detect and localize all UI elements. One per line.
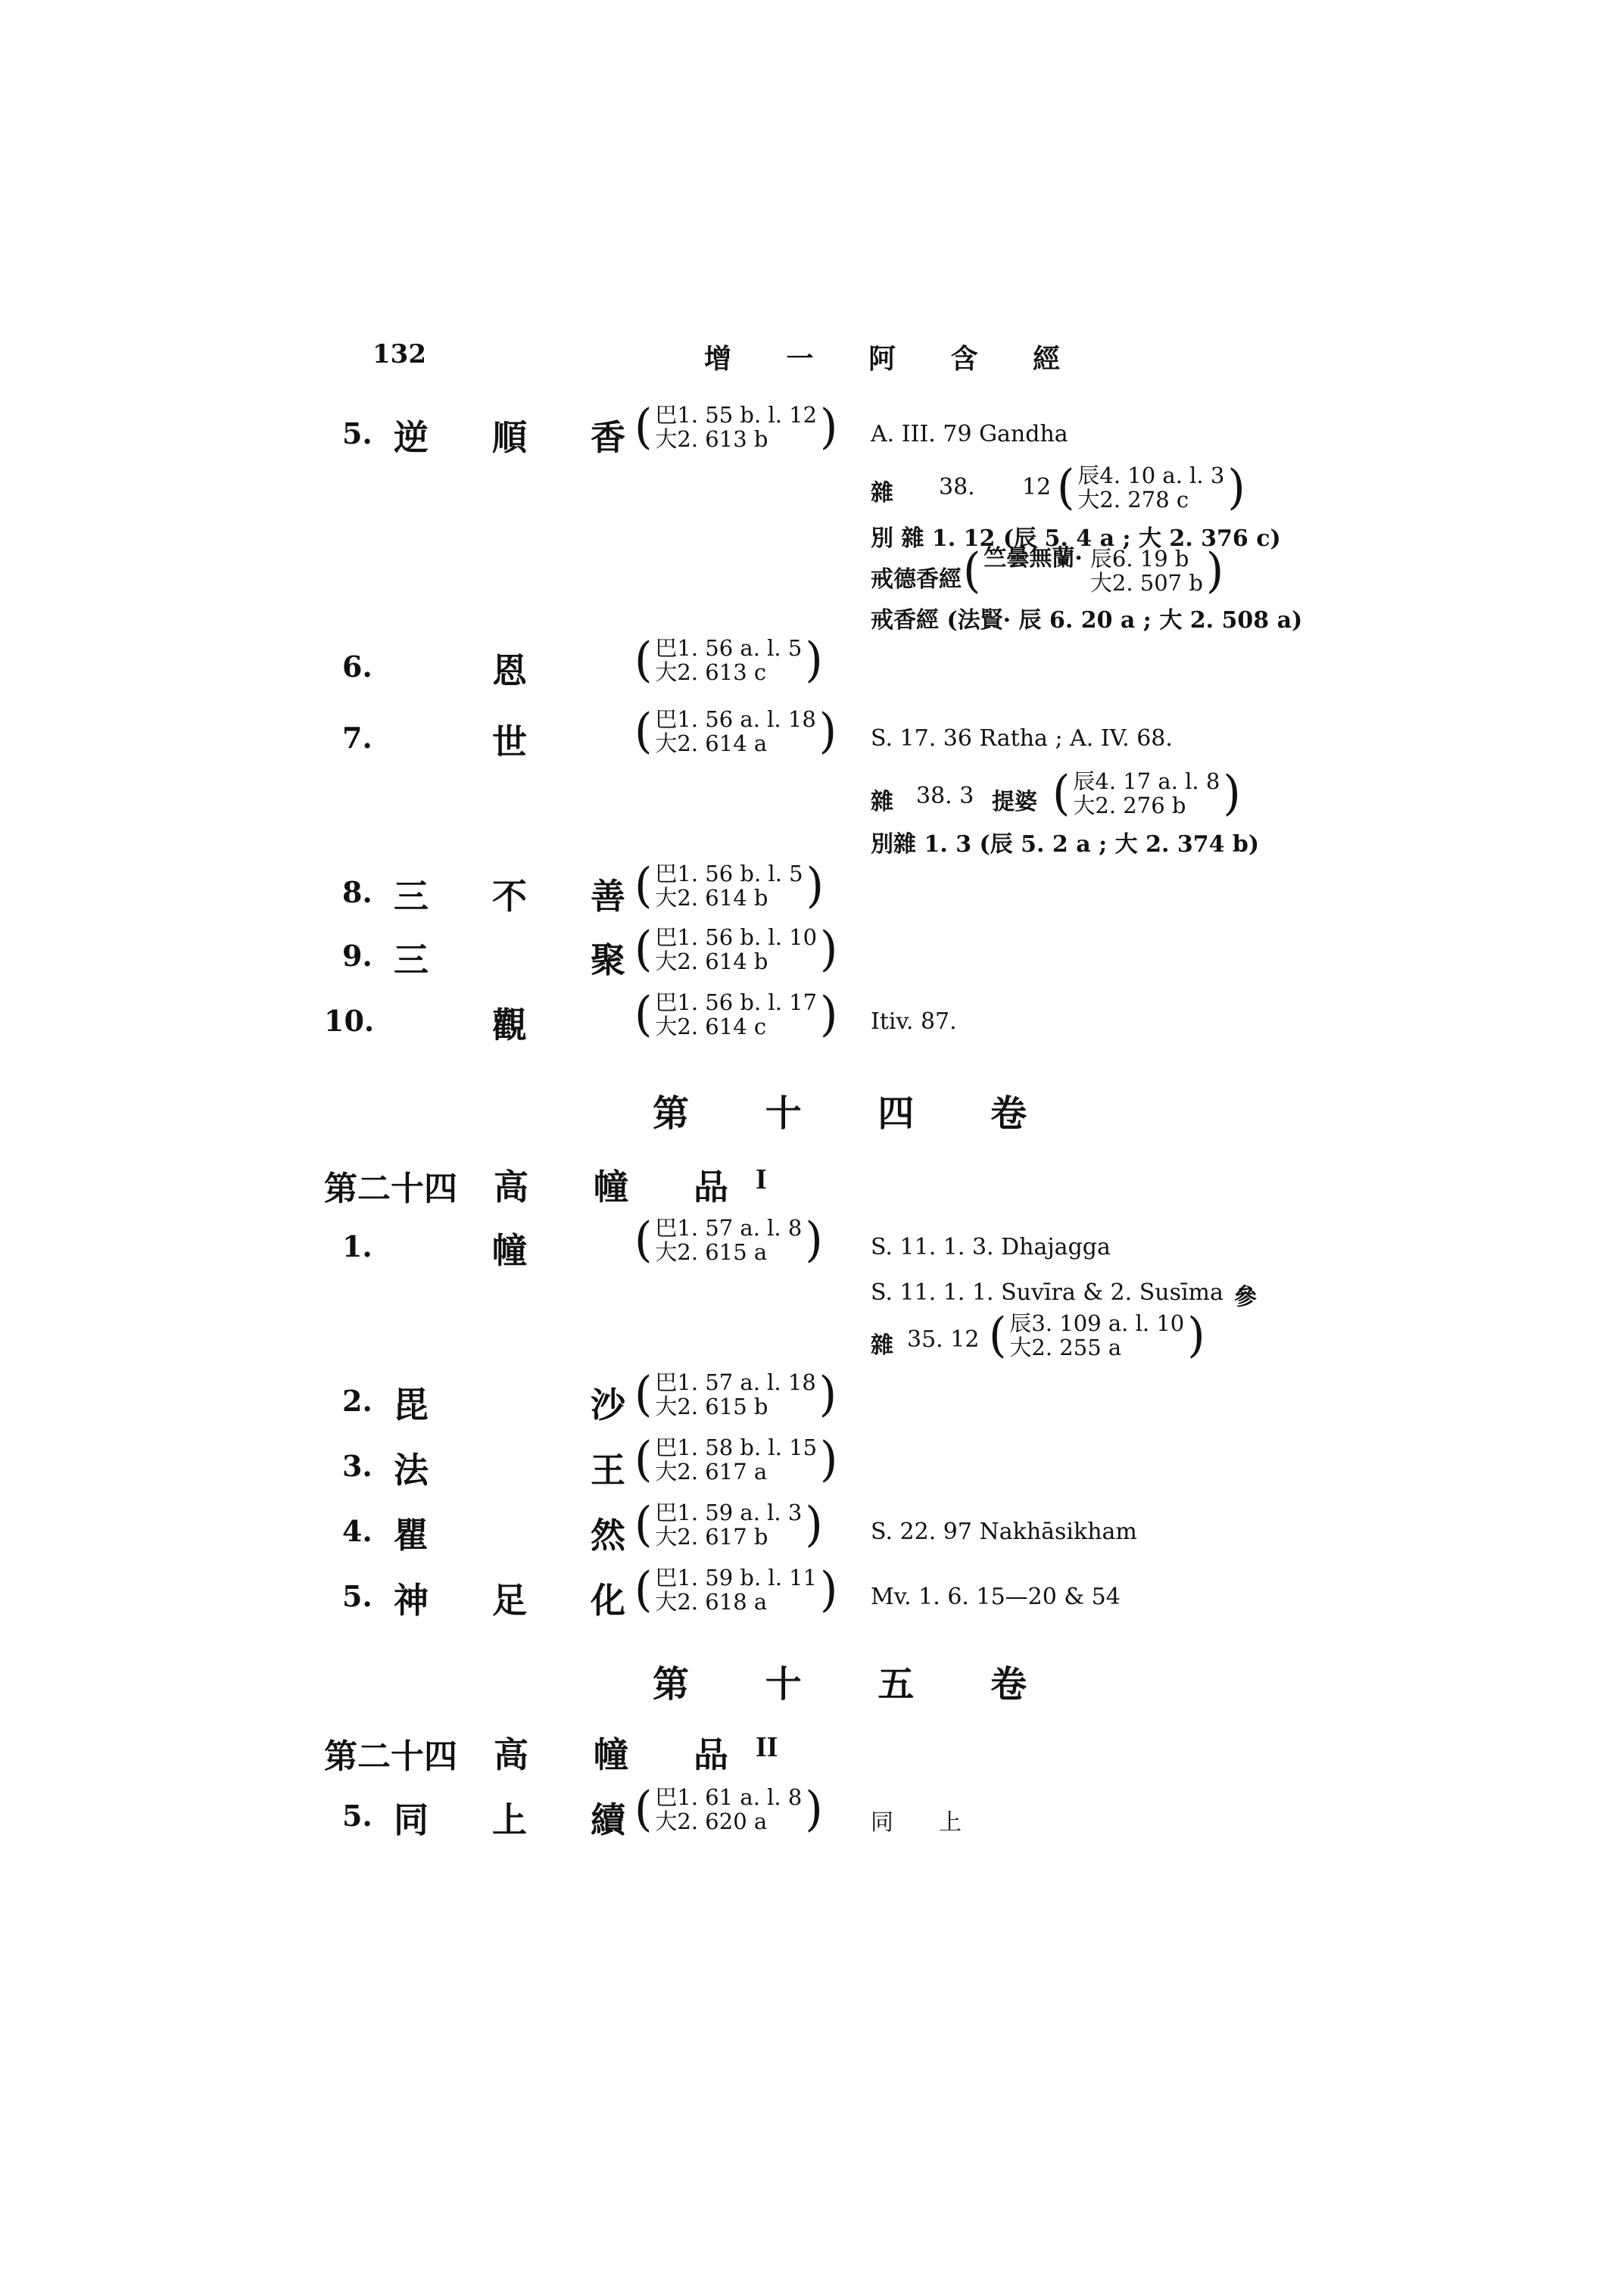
parallel-label: 戒德香經	[871, 566, 962, 593]
ref-line-1: 巴1. 56 b. l. 10	[655, 924, 818, 950]
entry-number: 8.	[342, 875, 372, 909]
entry-number: 5.	[342, 1799, 372, 1833]
ref-line-2: 大2. 614 a	[655, 731, 768, 756]
parallel-subnumber: 12	[1022, 474, 1052, 500]
ref-line-1: 辰4. 10 a. l. 3	[1077, 463, 1225, 488]
chapter-char: 品	[694, 1734, 728, 1775]
canon-reference: ( 巴1. 56 a. l. 18 大2. 614 a )	[634, 703, 837, 759]
entry-char: 善	[591, 876, 625, 917]
entry-char: 毘	[394, 1385, 429, 1425]
translator-note: 竺曇無蘭·	[983, 545, 1083, 572]
ref-line-1: 巴1. 56 a. l. 5	[655, 635, 803, 661]
ref-line-2: 大2. 614 b	[655, 885, 768, 911]
entry-number: 10.	[324, 1004, 375, 1038]
entry-char: 足	[492, 1580, 527, 1621]
entry-number: 3.	[342, 1449, 372, 1483]
entry-char: 聚	[591, 939, 625, 980]
entry-char: 幢	[492, 1230, 527, 1271]
canon-reference: ( 巴1. 61 a. l. 8 大2. 620 a )	[634, 1781, 823, 1837]
entry-char: 三	[394, 876, 429, 917]
ref-line-2: 大2. 614 b	[655, 949, 768, 974]
entry-char: 然	[591, 1515, 625, 1556]
entry-char: 恩	[492, 650, 527, 691]
chapter-part: II	[756, 1731, 778, 1763]
ref-line-2: 大2. 617 a	[655, 1459, 768, 1485]
canon-reference: ( 巴1. 56 a. l. 5 大2. 613 c )	[634, 632, 823, 688]
page-number: 132	[372, 339, 426, 369]
parallel-reference: ( 辰4. 17 a. l. 8 大2. 276 b )	[1052, 765, 1241, 821]
parallel-number: 38. 3	[916, 783, 974, 809]
chapter-char: 幢	[594, 1734, 628, 1775]
parallel-reference: ( 辰3. 109 a. l. 10 大2. 255 a )	[989, 1307, 1205, 1363]
ref-line-2: 大2. 276 b	[1073, 793, 1186, 818]
ref-line-2: 大2. 620 a	[655, 1809, 768, 1834]
pali-source: S. 11. 1. 3. Dhajagga	[871, 1234, 1111, 1260]
parallel-line: 戒香經 (法賢· 辰 6. 20 a ; 大 2. 508 a)	[871, 607, 1303, 634]
ref-line-1: 巴1. 57 a. l. 18	[655, 1369, 816, 1395]
entry-char: 上	[492, 1799, 527, 1840]
ref-line-2: 大2. 614 c	[655, 1014, 767, 1039]
chapter-number: 第二十四	[324, 1170, 457, 1208]
chapter-part: I	[756, 1164, 767, 1195]
entry-char: 逆	[394, 417, 429, 458]
ref-line-1: 巴1. 56 b. l. 17	[655, 989, 818, 1015]
ref-line-1: 巴1. 56 b. l. 5	[655, 861, 803, 886]
entry-char: 世	[492, 721, 527, 762]
pali-source: Itiv. 87.	[871, 1008, 957, 1035]
running-title: 增 一 阿 含 經	[704, 343, 1083, 375]
entry-char: 瞿	[394, 1515, 429, 1556]
parallel-number: 38.	[939, 474, 975, 500]
chapter-char: 幢	[594, 1167, 628, 1207]
ref-line-2: 大2. 278 c	[1077, 487, 1189, 512]
pali-source: S. 17. 36 Ratha ; A. IV. 68.	[871, 725, 1173, 752]
canon-reference: ( 巴1. 59 b. l. 11 大2. 618 a )	[634, 1562, 838, 1618]
ref-line-2: 大2. 613 c	[655, 659, 767, 685]
ref-line-2: 大2. 618 a	[655, 1589, 768, 1615]
ref-line-2: 大2. 613 b	[655, 426, 768, 452]
ref-line-1: 巴1. 61 a. l. 8	[655, 1784, 803, 1810]
ref-line-2: 大2. 615 a	[655, 1239, 768, 1265]
volume-heading: 第 十 五 卷	[653, 1663, 1059, 1706]
parallel-line: 別雜 1. 3 (辰 5. 2 a ; 大 2. 374 b)	[871, 831, 1260, 858]
parallel-reference: ( 辰4. 10 a. l. 3 大2. 278 c )	[1057, 460, 1245, 516]
canon-reference: ( 巴1. 57 a. l. 18 大2. 615 b )	[634, 1366, 837, 1422]
entry-char: 香	[591, 417, 625, 458]
entry-char: 沙	[591, 1385, 625, 1425]
entry-char: 神	[394, 1580, 429, 1621]
entry-char: 三	[394, 939, 429, 980]
ref-line-2: 大2. 615 b	[655, 1394, 768, 1419]
canon-reference: ( 巴1. 56 b. l. 5 大2. 614 b )	[634, 858, 824, 914]
reference-mark: 參	[1234, 1284, 1257, 1310]
ref-line-1: 巴1. 55 b. l. 12	[655, 402, 818, 428]
entry-number: 7.	[342, 721, 372, 755]
entry-char: 續	[591, 1799, 625, 1840]
entry-number: 9.	[342, 939, 372, 973]
pali-source: S. 22. 97 Nakhāsikham	[871, 1519, 1137, 1545]
parallel-number: 35. 12	[907, 1326, 980, 1353]
chapter-number: 第二十四	[324, 1737, 457, 1776]
entry-char: 觀	[492, 1005, 527, 1045]
entry-number: 4.	[342, 1514, 372, 1548]
ref-line-1: 辰3. 109 a. l. 10	[1009, 1310, 1185, 1336]
entry-number: 5.	[342, 1579, 372, 1613]
ref-line-1: 巴1. 59 a. l. 3	[655, 1500, 803, 1525]
ref-line-1: 辰4. 17 a. l. 8	[1073, 768, 1220, 794]
chapter-char: 高	[494, 1734, 528, 1775]
ref-line-1: 辰6. 19 b	[1089, 546, 1189, 572]
translator-note: 提婆	[992, 789, 1037, 815]
pali-source: A. III. 79 Gandha	[871, 421, 1068, 447]
ref-line-1: 巴1. 59 b. l. 11	[655, 1565, 818, 1590]
parallel-line: S. 11. 1. 1. Suvīra & 2. Susīma	[871, 1279, 1223, 1306]
parallel-label: 雜	[871, 480, 893, 506]
canon-reference: ( 巴1. 55 b. l. 12 大2. 613 b )	[634, 399, 838, 455]
pali-source: 同 上	[871, 1809, 962, 1836]
parallel-reference: ( 竺曇無蘭· 辰6. 19 b 大2. 507 b )	[963, 543, 1224, 599]
canon-reference: ( 巴1. 57 a. l. 8 大2. 615 a )	[634, 1212, 823, 1268]
ref-line-1: 巴1. 56 a. l. 18	[655, 706, 816, 732]
entry-number: 5.	[342, 416, 372, 450]
ref-line-1: 巴1. 58 b. l. 15	[655, 1435, 818, 1460]
entry-char: 化	[591, 1580, 625, 1621]
entry-number: 6.	[342, 650, 372, 684]
parallel-label: 雜	[871, 789, 893, 815]
ref-line-1: 巴1. 57 a. l. 8	[655, 1215, 803, 1241]
entry-char: 不	[492, 876, 527, 917]
volume-heading: 第 十 四 卷	[653, 1092, 1059, 1135]
entry-char: 法	[394, 1450, 429, 1491]
ref-line-2: 大2. 617 b	[655, 1524, 768, 1550]
chapter-char: 高	[494, 1167, 528, 1207]
chapter-char: 品	[694, 1167, 728, 1207]
canon-reference: ( 巴1. 56 b. l. 10 大2. 614 b )	[634, 921, 838, 977]
ref-line-2: 大2. 255 a	[1009, 1335, 1122, 1360]
canon-reference: ( 巴1. 56 b. l. 17 大2. 614 c )	[634, 986, 838, 1042]
parallel-label: 雜	[871, 1332, 893, 1359]
parallel-line: 別 雜 1. 12 (辰 5. 4 a ; 大 2. 376 c)	[871, 525, 1281, 552]
entry-char: 順	[492, 417, 527, 458]
canon-reference: ( 巴1. 59 a. l. 3 大2. 617 b )	[634, 1497, 823, 1553]
canon-reference: ( 巴1. 58 b. l. 15 大2. 617 a )	[634, 1432, 838, 1488]
entry-char: 王	[591, 1450, 625, 1491]
entry-number: 1.	[342, 1229, 372, 1263]
entry-number: 2.	[342, 1384, 372, 1418]
pali-source: Mv. 1. 6. 15—20 & 54	[871, 1584, 1121, 1610]
entry-char: 同	[394, 1799, 429, 1840]
ref-line-2: 大2. 507 b	[1089, 570, 1203, 596]
